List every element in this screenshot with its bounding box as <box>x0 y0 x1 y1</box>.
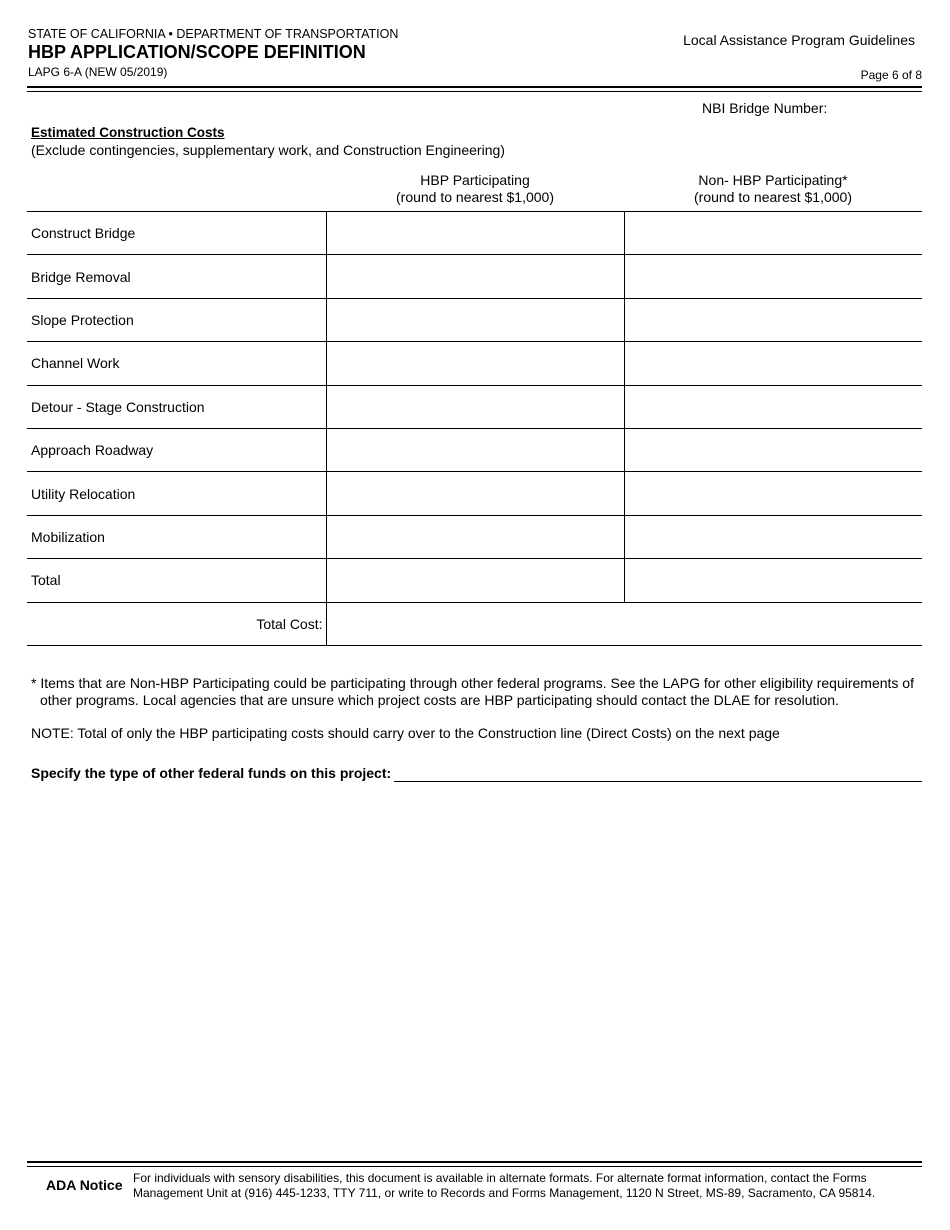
non-hbp-cost-field[interactable] <box>624 472 922 515</box>
nbi-bridge-number-label: NBI Bridge Number: <box>702 100 828 116</box>
other-federal-funds-field[interactable] <box>394 781 922 782</box>
ada-notice-label: ADA Notice <box>46 1177 123 1193</box>
total-cost-field[interactable] <box>326 602 922 645</box>
table-row <box>27 515 922 558</box>
hbp-cost-field[interactable] <box>326 515 624 558</box>
form-number: LAPG 6-A (NEW 05/2019) <box>28 65 168 79</box>
row-label: Mobilization <box>27 515 326 558</box>
non-hbp-cost-field[interactable] <box>624 385 922 428</box>
page-number: Page 6 of 8 <box>860 68 922 82</box>
ada-notice-text: For individuals with sensory disabilities, this document is available in alternate formats. For alternate format information, contact the Forms Management Unit at (916) 445-1233, TTY 711, or write to Records and Forms Management, 1120 N Street, MS-89, Sacramento, CA 95814. <box>133 1171 876 1200</box>
table-row <box>27 255 922 298</box>
row-label: Slope Protection <box>27 298 326 341</box>
total-cost-label: Total Cost: <box>27 602 326 645</box>
form-title: HBP APPLICATION/SCOPE DEFINITION <box>28 42 366 62</box>
footnote: * Items that are Non-HBP Participating could be participating through other federal programs. See the LAPG for other eligibility requirements of other programs. Local agencies that are unsure which project costs are HBP participating should contact the DLAE for resolution. <box>31 675 914 708</box>
header-divider-thin <box>27 91 922 92</box>
hbp-cost-field[interactable] <box>326 428 624 471</box>
header-divider-thick <box>27 86 922 88</box>
footer-divider-thin <box>27 1166 922 1167</box>
row-label: Total <box>27 559 326 602</box>
row-label: Channel Work <box>27 342 326 385</box>
hbp-cost-field[interactable] <box>326 342 624 385</box>
table-row <box>27 428 922 471</box>
non-hbp-cost-field[interactable] <box>624 212 922 255</box>
note: NOTE: Total of only the HBP participating costs should carry over to the Construction line (Direct Costs) on the next page <box>31 725 780 741</box>
table-row <box>27 212 922 255</box>
column-header-hbp-title: HBP Participating <box>420 172 530 188</box>
table-row <box>27 298 922 341</box>
other-federal-funds-label: Specify the type of other federal funds on this project: <box>31 765 392 781</box>
hbp-total-field[interactable] <box>326 559 624 602</box>
agency-line: STATE OF CALIFORNIA • DEPARTMENT OF TRANSPORTATION <box>28 27 399 41</box>
row-label: Approach Roadway <box>27 428 326 471</box>
hbp-cost-field[interactable] <box>326 212 624 255</box>
section-heading: Estimated Construction Costs <box>31 125 225 140</box>
non-hbp-cost-field[interactable] <box>624 428 922 471</box>
row-label: Bridge Removal <box>27 255 326 298</box>
non-hbp-cost-field[interactable] <box>624 342 922 385</box>
hbp-cost-field[interactable] <box>326 385 624 428</box>
column-header-non-hbp <box>624 172 922 206</box>
table-row-total <box>27 559 922 602</box>
footer-divider-thick <box>27 1161 922 1163</box>
cost-table <box>27 211 922 646</box>
guidelines-title: Local Assistance Program Guidelines <box>683 32 915 48</box>
table-row <box>27 342 922 385</box>
non-hbp-cost-field[interactable] <box>624 515 922 558</box>
non-hbp-cost-field[interactable] <box>624 255 922 298</box>
column-header-hbp-note: (round to nearest $1,000) <box>396 189 554 205</box>
row-label: Utility Relocation <box>27 472 326 515</box>
column-header-non-hbp-note: (round to nearest $1,000) <box>694 189 852 205</box>
column-header-hbp <box>326 172 624 206</box>
table-row <box>27 472 922 515</box>
hbp-cost-field[interactable] <box>326 255 624 298</box>
hbp-cost-field[interactable] <box>326 472 624 515</box>
non-hbp-cost-field[interactable] <box>624 298 922 341</box>
section-subheading: (Exclude contingencies, supplementary work, and Construction Engineering) <box>31 142 505 158</box>
column-header-non-hbp-title: Non- HBP Participating* <box>698 172 848 188</box>
non-hbp-total-field[interactable] <box>624 559 922 602</box>
table-row <box>27 385 922 428</box>
table-row-total-cost <box>27 602 922 645</box>
row-label: Construct Bridge <box>27 212 326 255</box>
hbp-cost-field[interactable] <box>326 298 624 341</box>
row-label: Detour - Stage Construction <box>27 385 326 428</box>
